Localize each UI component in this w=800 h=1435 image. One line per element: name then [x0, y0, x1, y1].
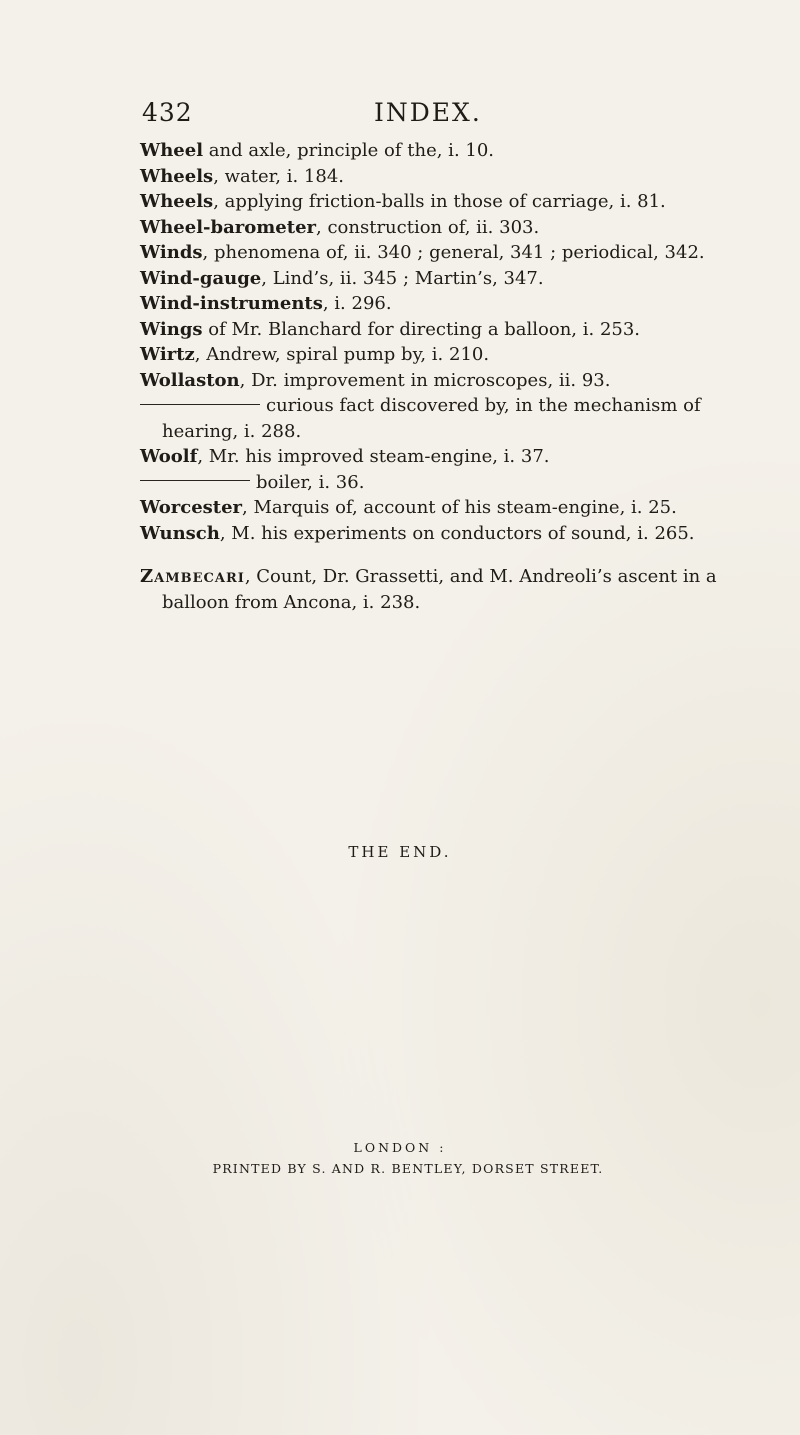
- running-head: INDEX.: [374, 98, 482, 127]
- index-entry: Wollaston, Dr. improvement in microscopes, ii. 93.: [140, 369, 611, 391]
- ditto-dash: [140, 480, 250, 481]
- index-entry: Wheel-barometer, construction of, ii. 303.: [140, 216, 540, 238]
- index-entry: Wheel and axle, principle of the, i. 10.: [140, 140, 495, 161]
- printer-imprint: [0, 1137, 800, 1179]
- index-entry-continuation: hearing, i. 288.: [162, 420, 302, 442]
- ditto-dash: [140, 404, 260, 405]
- page-header: [142, 98, 662, 138]
- imprint-city: LONDON :: [353, 1140, 447, 1155]
- index-entry: Wheels, water, i. 184.: [140, 165, 345, 187]
- index-entry: Wind-gauge, Lind’s, ii. 345 ; Martin’s, 347.: [140, 267, 544, 289]
- index-entries: [140, 138, 717, 615]
- index-entry-continuation: balloon from Ancona, i. 238.: [162, 591, 421, 613]
- index-entry: Worcester, Marquis of, account of his steam-engine, i. 25.: [140, 497, 677, 518]
- index-subentry: curious fact discovered by, in the mechanism of: [140, 393, 660, 419]
- index-entry: Wind-instruments, i. 296.: [140, 293, 392, 314]
- index-entry: Wings of Mr. Blanchard for directing a balloon, i. 253.: [140, 318, 641, 340]
- index-entry: Wheels, applying friction-balls in those of carriage, i. 81.: [140, 191, 666, 212]
- section-gap: [140, 546, 660, 564]
- index-entry: Wunsch, M. his experiments on conductors of sound, i. 265.: [140, 522, 695, 544]
- page-number: 432: [142, 98, 193, 127]
- imprint-printer: PRINTED BY S. AND R. BENTLEY, DORSET STREET.: [212, 1161, 604, 1176]
- index-entry: Woolf, Mr. his improved steam-engine, i. 37.: [140, 446, 550, 467]
- index-entry: Wirtz, Andrew, spiral pump by, i. 210.: [140, 344, 490, 365]
- index-entry-z: Zambecari, Count, Dr. Grassetti, and M. Andreoli’s ascent in a: [140, 566, 717, 587]
- the-end-label: THE END.: [348, 843, 452, 861]
- index-subentry: boiler, i. 36.: [140, 470, 660, 496]
- index-entry: Winds, phenomena of, ii. 340 ; general, 341 ; periodical, 342.: [140, 242, 705, 263]
